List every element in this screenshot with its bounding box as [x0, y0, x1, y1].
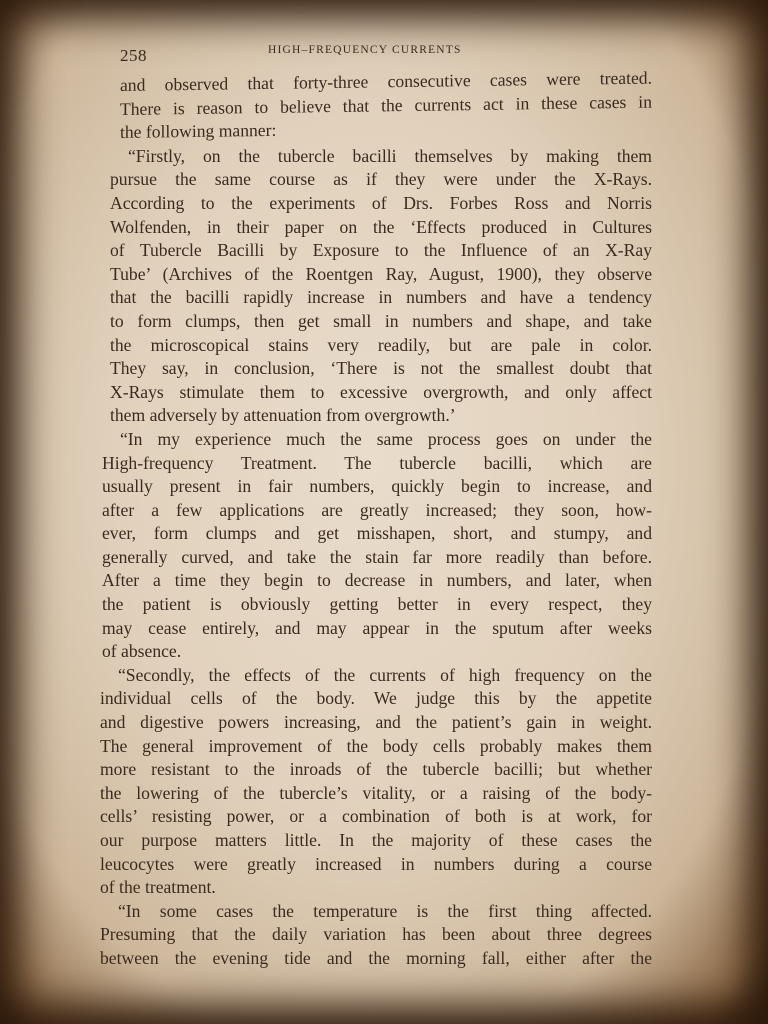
text-line: ever, form clumps and get misshapen, short, and stumpy, and: [102, 523, 652, 544]
text-line: usually present in fair numbers, quickly begin to increase, and: [102, 476, 652, 497]
text-line: pursue the same course as if they were under the X-Rays.: [110, 169, 652, 190]
text-line: After a time they begin to decrease in numbers, and later, when: [102, 570, 652, 591]
text-line: generally curved, and take the stain far more readily than before.: [102, 546, 652, 567]
paragraph: [100, 664, 652, 900]
text-line: “Secondly, the effects of the currents of high frequency on the: [118, 664, 652, 685]
running-head: HIGH–FREQUENCY CURRENTS: [268, 44, 462, 56]
paragraph: [102, 428, 652, 664]
text-line: Tube’ (Archives of the Roentgen Ray, August, 1900), they observe: [110, 263, 652, 284]
text-line: and digestive powers increasing, and the patient’s gain in weight.: [100, 712, 652, 733]
text-line: They say, in conclusion, ‘There is not the smallest doubt that: [110, 358, 652, 379]
text-line: leucocytes were greatly increased in numbers during a course: [100, 853, 652, 874]
page-number: 258: [120, 46, 147, 65]
text-line: the microscopical stains very readily, but are pale in color.: [110, 334, 652, 355]
text-line: to form clumps, then get small in numbers and shape, and take: [110, 310, 652, 331]
text-line: There is reason to believe that the currents act in these cases in: [120, 91, 652, 119]
text-line: “Firstly, on the tubercle bacilli themselves by making them: [128, 145, 652, 166]
text-line: of absence.: [102, 641, 182, 662]
text-line: Wolfenden, in their paper on the ‘Effects produced in Cultures: [110, 216, 652, 237]
text-line: Presuming that the daily variation has been about three degrees: [100, 924, 652, 945]
text-line: the lowering of the tubercle’s vitality, or a raising of the body-: [100, 782, 652, 803]
text-line: High-frequency Treatment. The tubercle bacilli, which are: [102, 452, 652, 473]
text-line: X-Rays stimulate them to excessive overgrowth, and only affect: [110, 381, 652, 402]
text-line: “In some cases the temperature is the first thing affected.: [118, 900, 652, 921]
text-line: of Tubercle Bacilli by Exposure to the Influence of an X-Ray: [110, 240, 652, 261]
text-line: after a few applications are greatly increased; they soon, how-: [102, 499, 652, 520]
text-line: and observed that forty-three consecutive cases were treated.: [120, 67, 652, 95]
paragraph: [110, 145, 652, 428]
text-line: them adversely by attenuation from overgrowth.’: [110, 405, 456, 426]
text-line: of the treatment.: [100, 877, 216, 898]
paragraph: [100, 900, 652, 971]
text-line: the following manner:: [120, 120, 277, 143]
text-line: the patient is obviously getting better in every respect, they: [102, 594, 652, 615]
text-line: that the bacilli rapidly increase in numbers and have a tendency: [110, 287, 652, 308]
text-line: individual cells of the body. We judge this by the appetite: [100, 688, 652, 709]
text-line: our purpose matters little. In the majority of these cases the: [100, 830, 652, 850]
text-line: cells’ resisting power, or a combination of both is at work, for: [100, 806, 652, 827]
text-line: more resistant to the inroads of the tubercle bacilli; but whether: [100, 759, 652, 780]
text-line: The general improvement of the body cells probably makes them: [100, 735, 652, 756]
text-line: may cease entirely, and may appear in the sputum after weeks: [102, 617, 652, 638]
body-text: [100, 67, 652, 971]
text-line: “In my experience much the same process goes on under the: [120, 428, 652, 449]
paragraph: [120, 67, 652, 145]
text-line: According to the experiments of Drs. Forbes Ross and Norris: [110, 192, 652, 213]
text-line: between the evening tide and the morning fall, either after the: [100, 947, 652, 968]
